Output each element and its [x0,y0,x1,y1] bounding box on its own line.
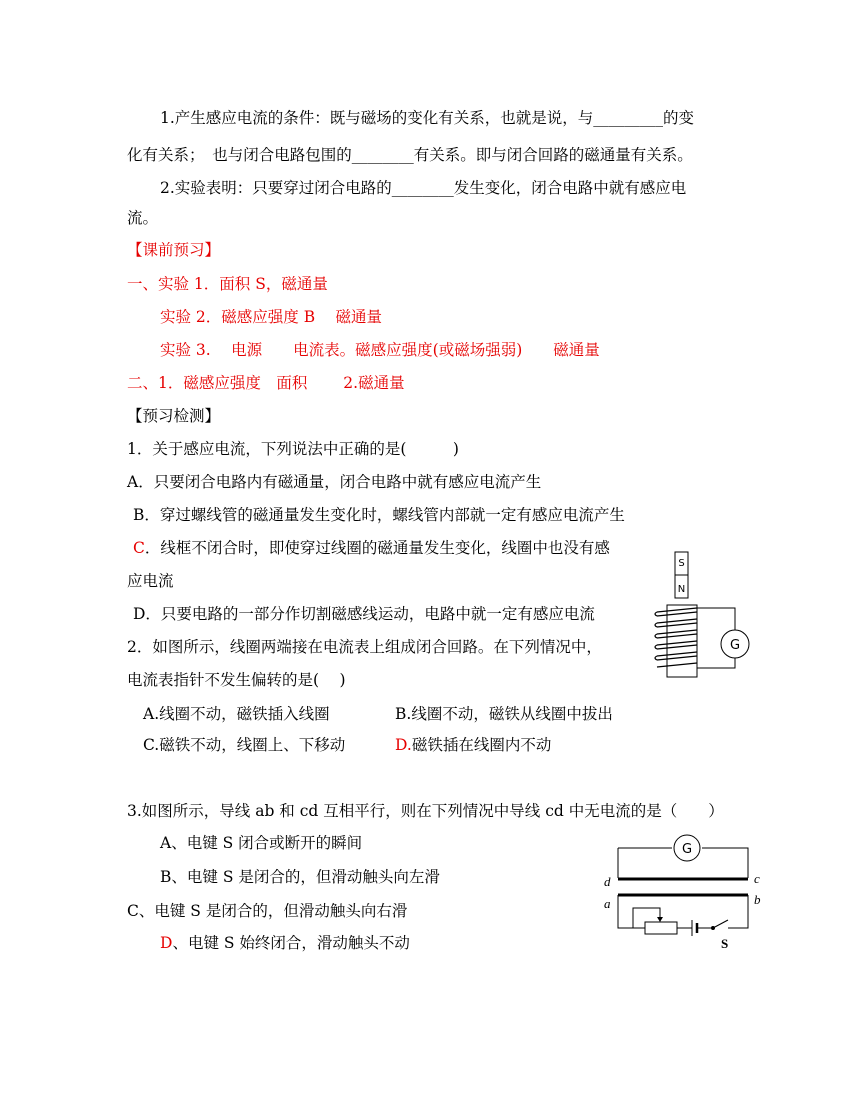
check-heading: 【预习检测】 [127,407,221,425]
condition-line-2: 化有关系； 也与闭合电路包围的________有关系。即与闭合回路的磁通量有关系。 [127,146,693,164]
parallel-wires-diagram [600,828,770,953]
q1-option-a: A．只要闭合电路内有磁通量，闭合电路中就有感应电流产生 [127,473,542,491]
q3-option-c: C、电键 S 是闭合的，但滑动触头向右滑 [127,902,408,920]
q1-option-d: D．只要电路的一部分作切割磁感线运动，电路中就一定有感应电流 [133,605,595,623]
label-b: b [754,892,761,907]
magnet-n-label: N [677,584,686,595]
q1-option-c-cont: 应电流 [127,572,174,590]
galvanometer-label: G [729,638,741,653]
q3-option-b: B、电键 S 是闭合的，但滑动触头向左滑 [160,868,440,886]
rheostat-icon [645,922,677,934]
parallel-wires-figure [600,828,770,953]
label-a: a [604,896,611,911]
q2-option-b: B.线圈不动，磁铁从线圈中拔出 [395,705,613,723]
label-c: c [754,871,760,886]
magnet-s-label: S [678,558,685,569]
question-3: 3.如图所示，导线 ab 和 cd 互相平行，则在下列情况中导线 cd 中无电流的是（ ） [127,802,724,820]
galvanometer-2-label: G [681,842,693,857]
q1-option-c-text: ．线框不闭合时，即使穿过线圈的磁通量发生变化，线圈中也没有感 [144,539,610,557]
q2-option-d [395,735,551,755]
preview-answer-2: 实验 2．磁感应强度 B 磁通量 [160,308,383,326]
q1-option-b: B．穿过螺线管的磁通量发生变化时，螺线管内部就一定有感应电流产生 [133,506,625,524]
label-d: d [604,874,611,889]
experiment-line-1: 2.实验表明：只要穿过闭合电路的________发生变化，闭合电路中就有感应电 [160,179,687,197]
q3-option-d [160,933,410,953]
question-2-cont: 电流表指针不发生偏转的是( ) [127,671,346,689]
coil-magnet-figure [645,550,765,680]
preview-answer-1: 一、实验 1．面积 S，磁通量 [127,275,328,293]
question-1: 1．关于感应电流，下列说法中正确的是( ) [127,440,459,458]
q2-option-c: C.磁铁不动，线圈上、下移动 [143,736,346,754]
question-2: 2．如图所示，线圈两端接在电流表上组成闭合回路。在下列情况中， [127,638,602,656]
q3-option-a: A、电键 S 闭合或断开的瞬间 [160,834,363,852]
answer-mark-c: C [133,539,145,557]
label-s: S [721,936,729,951]
answer-mark-d3: D [160,934,173,952]
experiment-line-2: 流。 [127,209,159,227]
q2-option-d-text: 磁铁插在线圈内不动 [411,736,552,754]
coil-magnet-diagram [645,550,765,680]
preview-answer-4: 二、1．磁感应强度 面积 2.磁通量 [127,374,405,392]
q1-option-c [133,538,610,558]
answer-mark-d: D. [395,736,412,754]
condition-line-1: 1.产生感应电流的条件：既与磁场的变化有关系，也就是说，与_________的变 [160,109,695,127]
q3-option-d-text: 、电键 S 始终闭合，滑动触头不动 [172,934,410,952]
q2-option-a: A.线圈不动，磁铁插入线圈 [143,705,330,723]
preview-answer-3: 实验 3. 电源 电流表。磁感应强度(或磁场强弱) 磁通量 [160,341,600,359]
preview-heading: 【课前预习】 [127,241,221,259]
